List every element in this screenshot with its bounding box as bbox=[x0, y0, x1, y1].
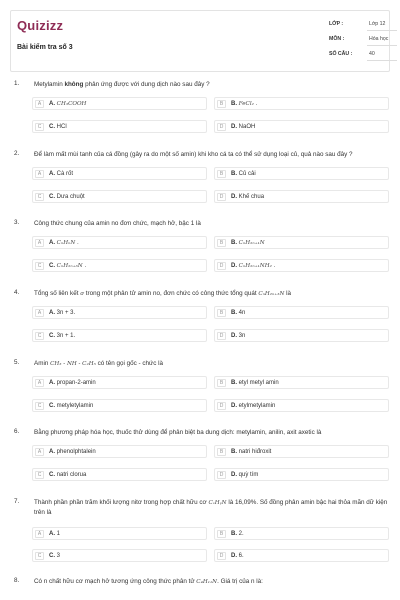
option-letter: D bbox=[217, 471, 226, 479]
option-letter: B bbox=[217, 170, 226, 178]
question-text: Thành phần phần trăm khối lượng nitơ trong hợp chất hữu cơ CₓHᵧN là 16,09%. Số đồng phân amin bậc hai thỏa mãn dữ kiện trên là bbox=[34, 499, 388, 516]
option-c[interactable]: C C. 3 bbox=[32, 549, 207, 562]
option-letter: B bbox=[217, 530, 226, 538]
doc-title: Bài kiểm tra số 3 bbox=[17, 44, 73, 51]
option-letter: A bbox=[35, 239, 44, 247]
question-number: 7. bbox=[14, 498, 20, 505]
meta-row-count bbox=[329, 49, 399, 64]
option-d[interactable]: D D. 6. bbox=[214, 549, 389, 562]
option-a[interactable]: A A. phenolphtalein bbox=[32, 445, 207, 458]
question-text: Có n chất hữu cơ mạch hở tương ứng công thức phân tử C₄H₁₁N. Giá trị của n là: bbox=[34, 578, 263, 585]
question-number: 6. bbox=[14, 428, 20, 435]
question-text: Metylamin không phản ứng được với dung dịch nào sau đây ? bbox=[34, 81, 210, 88]
option-d[interactable]: D D. quỳ tím bbox=[214, 468, 389, 481]
option-c[interactable]: C C. CₙH₂ₙ₊₃N . bbox=[32, 259, 207, 272]
option-c[interactable]: C C. natri clorua bbox=[32, 468, 207, 481]
option-a[interactable]: A A. propan-2-amin bbox=[32, 376, 207, 389]
option-letter: B bbox=[217, 379, 226, 387]
option-letter: B bbox=[217, 100, 226, 108]
question-number: 5. bbox=[14, 359, 20, 366]
question-8 bbox=[14, 577, 389, 591]
question-2 bbox=[14, 150, 389, 210]
question-4 bbox=[14, 289, 389, 349]
question-number: 3. bbox=[14, 219, 20, 226]
quiz-header bbox=[10, 10, 390, 72]
option-letter: A bbox=[35, 448, 44, 456]
question-text: Công thức chung của amin no đơn chức, mạch hở, bậc 1 là bbox=[34, 220, 201, 227]
question-text: Để làm mất mùi tanh của cá đồng (gây ra do một số amin) khi kho cá ta có thể sử dụng loại củ, quả nào sau đây ? bbox=[34, 151, 353, 158]
option-a[interactable]: A A. 3n + 3. bbox=[32, 306, 207, 319]
question-number: 1. bbox=[14, 80, 20, 87]
question-1 bbox=[14, 80, 389, 140]
option-b[interactable]: B B. CₙH₂ₙ₊₁N bbox=[214, 236, 389, 249]
option-d[interactable]: D D. Khế chua bbox=[214, 190, 389, 203]
option-letter: A bbox=[35, 100, 44, 108]
option-letter: A bbox=[35, 530, 44, 538]
option-letter: C bbox=[35, 402, 44, 410]
meta-row-class bbox=[329, 19, 399, 34]
meta-value: Hóa học bbox=[367, 34, 397, 46]
option-letter: D bbox=[217, 402, 226, 410]
option-letter: B bbox=[217, 448, 226, 456]
option-d[interactable]: D D. CₙH₂ₙ₊₁NH₂ . bbox=[214, 259, 389, 272]
question-7 bbox=[14, 498, 389, 568]
option-b[interactable]: B B. 2. bbox=[214, 527, 389, 540]
meta-label: LỚP : bbox=[329, 21, 344, 27]
option-letter: D bbox=[217, 193, 226, 201]
option-b[interactable]: B B. FeCl₂ . bbox=[214, 97, 389, 110]
option-b[interactable]: B B. 4n bbox=[214, 306, 389, 319]
option-letter: B bbox=[217, 309, 226, 317]
option-c[interactable]: C C. HCl bbox=[32, 120, 207, 133]
option-letter: A bbox=[35, 170, 44, 178]
option-letter: C bbox=[35, 332, 44, 340]
meta-label: SỐ CÂU : bbox=[329, 51, 353, 57]
option-c[interactable]: C C. 3n + 1. bbox=[32, 329, 207, 342]
question-text: Tổng số liên kết σ trong một phân tử amin no, đơn chức có công thức tổng quát CₙH₂ₙ₊₃N là bbox=[34, 290, 292, 297]
option-a[interactable]: A A. Cà rốt bbox=[32, 167, 207, 180]
meta-value: Lớp 12 bbox=[367, 19, 397, 31]
option-letter: C bbox=[35, 193, 44, 201]
option-a[interactable]: A A. CH₃COOH bbox=[32, 97, 207, 110]
quizizz-logo: Quizizz bbox=[17, 18, 64, 33]
option-d[interactable]: D D. 3n bbox=[214, 329, 389, 342]
option-c[interactable]: C C. metyletylamin bbox=[32, 399, 207, 412]
option-b[interactable]: B B. natri hiđroxit bbox=[214, 445, 389, 458]
meta-panel bbox=[329, 19, 399, 64]
option-letter: D bbox=[217, 552, 226, 560]
option-letter: D bbox=[217, 123, 226, 131]
question-5 bbox=[14, 359, 389, 419]
option-letter: A bbox=[35, 379, 44, 387]
option-letter: D bbox=[217, 332, 226, 340]
option-a[interactable]: A A. CₙHₙN . bbox=[32, 236, 207, 249]
option-a[interactable]: A A. 1 bbox=[32, 527, 207, 540]
option-letter: C bbox=[35, 552, 44, 560]
option-c[interactable]: C C. Dưa chuột bbox=[32, 190, 207, 203]
question-text: Amin CH₃ - NH - C₂H₅ có tên gọi gốc - chức là bbox=[34, 360, 164, 367]
option-letter: C bbox=[35, 471, 44, 479]
question-number: 8. bbox=[14, 577, 20, 584]
meta-label: MÔN : bbox=[329, 36, 345, 42]
option-letter: D bbox=[217, 262, 226, 270]
option-letter: B bbox=[217, 239, 226, 247]
option-letter: C bbox=[35, 123, 44, 131]
question-6 bbox=[14, 428, 389, 488]
option-d[interactable]: D D. NaOH bbox=[214, 120, 389, 133]
option-letter: A bbox=[35, 309, 44, 317]
option-d[interactable]: D D. etylmetylamin bbox=[214, 399, 389, 412]
question-number: 4. bbox=[14, 289, 20, 296]
question-text: Bằng phương pháp hóa học, thuốc thử dùng để phân biệt ba dung dịch: metylamin, anilin, axit axetic là bbox=[34, 429, 322, 436]
meta-value: 40 bbox=[367, 49, 397, 61]
question-3 bbox=[14, 219, 389, 279]
option-letter: C bbox=[35, 262, 44, 270]
option-b[interactable]: B B. Củ cải bbox=[214, 167, 389, 180]
question-number: 2. bbox=[14, 150, 20, 157]
option-b[interactable]: B B. etyl metyl amin bbox=[214, 376, 389, 389]
meta-row-subject bbox=[329, 34, 399, 49]
